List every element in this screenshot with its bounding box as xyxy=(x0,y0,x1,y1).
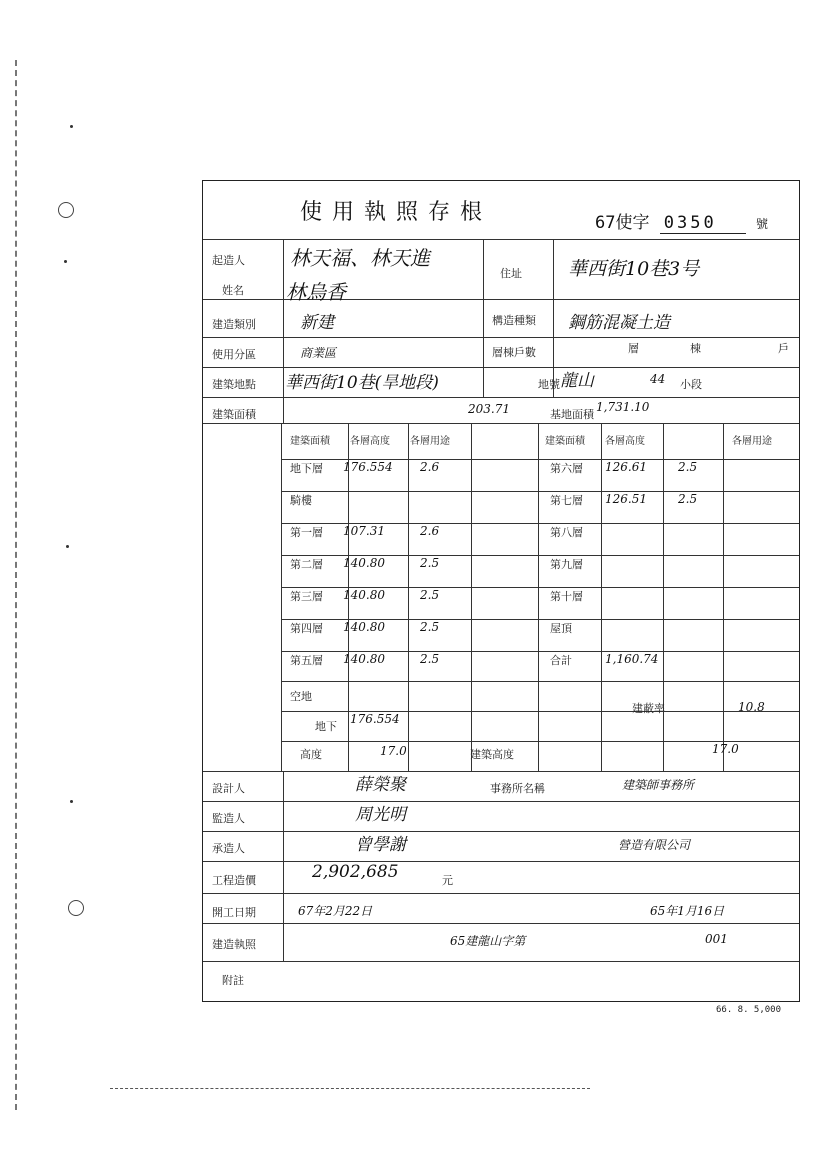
use-zone-value: 商業區 xyxy=(300,346,337,360)
floor-area-2: 126.61 xyxy=(605,460,647,474)
contractor-value: 曾學謝 xyxy=(355,835,406,855)
cost-unit: 元 xyxy=(442,874,453,887)
table-header: 建築面積 xyxy=(545,436,585,447)
floor-name-2: 第六層 xyxy=(550,462,583,475)
structure-label: 構造種類 xyxy=(492,314,536,327)
floor-area: 140.80 xyxy=(343,652,385,666)
floor-height: 2.6 xyxy=(420,524,440,538)
table-header: 建築面積 xyxy=(290,436,330,447)
floor-height: 2.5 xyxy=(420,620,440,634)
area-value: 203.71 xyxy=(468,402,510,416)
supervisor-label: 監造人 xyxy=(212,812,245,825)
underground-value: 176.554 xyxy=(350,712,400,726)
designer-label: 設計人 xyxy=(212,782,245,795)
supervisor-value: 周光明 xyxy=(355,805,406,825)
address-value: 華西街10巷3号 xyxy=(568,258,700,280)
floor-area: 140.80 xyxy=(343,588,385,602)
building-type-label: 建造類別 xyxy=(212,318,256,331)
builder-names-2: 林烏香 xyxy=(286,280,346,304)
building-height-label: 建築高度 xyxy=(470,748,514,761)
permit-serial: 001 xyxy=(705,932,728,946)
start-date-value: 67年2月22日 xyxy=(298,904,373,918)
floors-value-a: 層 xyxy=(628,342,639,355)
floor-area: 140.80 xyxy=(343,556,385,570)
location-value: 華西街10巷(旱地段) xyxy=(285,373,439,393)
floor-name-2: 第九層 xyxy=(550,558,583,571)
coverage-label: 建蔽率 xyxy=(632,702,665,715)
floor-name: 騎樓 xyxy=(290,494,312,507)
floor-name: 第三層 xyxy=(290,590,323,603)
permit-number-prefix: 67使字 xyxy=(595,213,650,233)
lot-value: 龍山 xyxy=(560,371,594,391)
cost-label: 工程造價 xyxy=(212,874,256,887)
floor-name: 第四層 xyxy=(290,622,323,635)
address-label: 住址 xyxy=(500,267,522,280)
height-value: 17.0 xyxy=(380,744,407,758)
floors-value-c: 戶 xyxy=(778,342,789,355)
designer-office-value: 建築師事務所 xyxy=(622,778,695,792)
floor-height: 2.5 xyxy=(420,556,440,570)
floor-height: 2.6 xyxy=(420,460,440,474)
table-header: 各層用途 xyxy=(410,436,450,447)
table-header: 各層高度 xyxy=(605,436,645,447)
floor-name: 地下層 xyxy=(290,462,323,475)
margin-dot xyxy=(64,260,67,263)
designer-value: 薛榮聚 xyxy=(355,775,406,795)
floor-height: 2.5 xyxy=(420,652,440,666)
floor-name-2: 合計 xyxy=(550,654,572,667)
floor-name: 第五層 xyxy=(290,654,323,667)
bottom-rule xyxy=(110,1088,590,1089)
underground-label: 地下 xyxy=(315,720,337,733)
floor-height: 2.5 xyxy=(420,588,440,602)
floor-height-2: 2.5 xyxy=(678,460,698,474)
floor-name: 第一層 xyxy=(290,526,323,539)
use-zone-label: 使用分區 xyxy=(212,348,256,361)
base-area-label: 基地面積 xyxy=(550,408,594,421)
floor-area-2: 126.51 xyxy=(605,492,647,506)
table-header: 各層用途 xyxy=(732,436,772,447)
base-area-value: 1,731.10 xyxy=(596,400,650,414)
left-margin-ring xyxy=(68,900,84,916)
permit-value: 65建龍山字第 xyxy=(450,934,526,948)
left-margin-perforation xyxy=(15,60,27,1110)
designer-office-label: 事務所名稱 xyxy=(490,782,545,795)
builder-names: 林天福、林天進 xyxy=(290,246,430,270)
floor-name-2: 第十層 xyxy=(550,590,583,603)
lot-number: 44 xyxy=(650,372,666,386)
contractor-company: 營造有限公司 xyxy=(618,838,691,852)
floor-area-2: 1,160.74 xyxy=(605,652,659,666)
floor-height-2: 2.5 xyxy=(678,492,698,506)
floor-name-2: 第八層 xyxy=(550,526,583,539)
form-title: 使用執照存根 xyxy=(300,200,493,225)
floor-name: 第二層 xyxy=(290,558,323,571)
floor-area: 107.31 xyxy=(343,524,385,538)
start-date-label: 開工日期 xyxy=(212,906,256,919)
footer-print-code: 66. 8. 5,000 xyxy=(716,1005,782,1015)
received-stamp xyxy=(565,130,790,175)
lot-label: 地號 xyxy=(538,378,560,391)
area-label: 建築面積 xyxy=(212,408,256,421)
name-label: 姓名 xyxy=(222,284,244,297)
building-height-value: 17.0 xyxy=(712,742,739,756)
floor-name-2: 屋頂 xyxy=(550,622,572,635)
open-space-label: 空地 xyxy=(290,690,312,703)
floor-name-2: 第七層 xyxy=(550,494,583,507)
floor-area: 176.554 xyxy=(343,460,393,474)
contractor-label: 承造人 xyxy=(212,842,245,855)
margin-dot xyxy=(70,800,73,803)
structure-value: 鋼筋混凝土造 xyxy=(568,313,670,333)
left-margin-ring xyxy=(58,202,74,218)
permit-label: 建造執照 xyxy=(212,938,256,951)
coverage-value: 10.8 xyxy=(738,700,765,714)
table-header: 各層高度 xyxy=(350,436,390,447)
margin-dot xyxy=(70,125,73,128)
floors-value-b: 棟 xyxy=(690,342,701,355)
permit-number-suffix: 號 xyxy=(755,217,768,231)
cost-value: 2,902,685 xyxy=(312,862,399,882)
floors-label: 層棟戶數 xyxy=(492,346,536,359)
margin-dot xyxy=(66,545,69,548)
remark-label: 附註 xyxy=(222,974,244,987)
permit-number-value: 0350 xyxy=(660,213,746,234)
floor-area: 140.80 xyxy=(343,620,385,634)
end-date-value: 65年1月16日 xyxy=(650,904,725,918)
location-label: 建築地點 xyxy=(212,378,256,391)
builder-label: 起造人 xyxy=(212,254,245,267)
sub-lot-label: 小段 xyxy=(680,378,702,391)
height-label: 高度 xyxy=(300,748,322,761)
building-type-value: 新建 xyxy=(300,313,334,333)
